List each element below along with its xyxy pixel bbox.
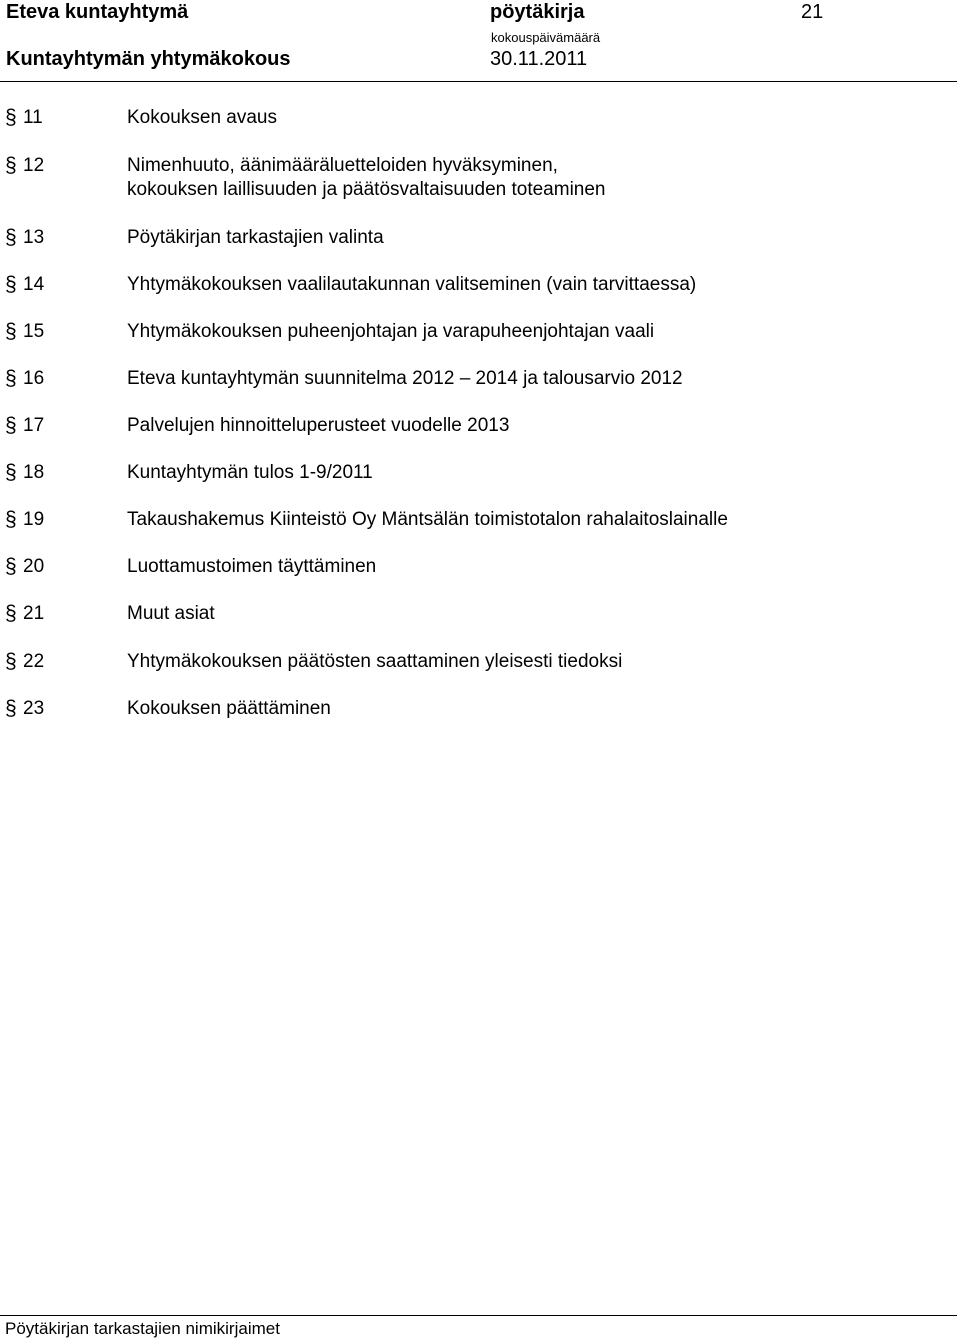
agenda-item-number: 11 xyxy=(23,107,43,128)
agenda-item-number: 20 xyxy=(23,556,45,577)
section-sign-icon: § xyxy=(5,697,17,720)
agenda-item-title: Yhtymäkokouksen vaalilautakunnan valitseminen (vain tarvittaessa) xyxy=(127,274,697,295)
agenda-item-number: 23 xyxy=(23,698,45,719)
meeting-date: 30.11.2011 xyxy=(490,48,588,70)
agenda-item-title: Kuntayhtymän tulos 1-9/2011 xyxy=(127,462,373,483)
meeting-date-label: kokouspäivämäärä xyxy=(491,30,601,45)
section-sign-icon: § xyxy=(5,106,17,129)
section-sign-icon: § xyxy=(5,273,17,296)
footer-divider xyxy=(0,1315,957,1316)
page-number: 21 xyxy=(801,1,824,23)
agenda-item-title: Takaushakemus Kiinteistö Oy Mäntsälän toimistotalon rahalaitoslainalle xyxy=(127,509,728,530)
agenda-item-title: Yhtymäkokouksen päätösten saattaminen yleisesti tiedoksi xyxy=(127,651,623,672)
agenda-item-title: Luottamustoimen täyttäminen xyxy=(127,556,377,577)
agenda-item-title: Muut asiat xyxy=(127,603,215,624)
agenda-item-number: 13 xyxy=(23,227,45,248)
agenda-item-number: 21 xyxy=(23,603,45,624)
section-sign-icon: § xyxy=(5,320,17,343)
agenda-item-number: 19 xyxy=(23,509,45,530)
section-sign-icon: § xyxy=(5,555,17,578)
signature-label: Pöytäkirjan tarkastajien nimikirjaimet xyxy=(5,1319,280,1338)
agenda-item-number: 18 xyxy=(23,462,45,483)
section-sign-icon: § xyxy=(5,508,17,531)
agenda-item-title: Eteva kuntayhtymän suunnitelma 2012 – 2014 ja talousarvio 2012 xyxy=(127,368,683,389)
document-type: pöytäkirja xyxy=(490,1,585,23)
section-sign-icon: § xyxy=(5,650,17,673)
document-header xyxy=(0,0,960,82)
agenda-item-title: Kokouksen avaus xyxy=(127,107,277,128)
section-sign-icon: § xyxy=(5,154,17,177)
section-sign-icon: § xyxy=(5,226,17,249)
agenda-item-title: Pöytäkirjan tarkastajien valinta xyxy=(127,227,384,248)
agenda-item-number: 16 xyxy=(23,368,45,389)
section-sign-icon: § xyxy=(5,602,17,625)
meeting-body: Kuntayhtymän yhtymäkokous xyxy=(6,48,291,70)
section-sign-icon: § xyxy=(5,414,17,437)
agenda-item-number: 12 xyxy=(23,155,45,176)
agenda-item-number: 22 xyxy=(23,651,45,672)
agenda-item-title: Nimenhuuto, äänimääräluetteloiden hyväksyminen, kokouksen laillisuuden ja päätösvaltaisuuden toteaminen xyxy=(127,155,606,200)
section-sign-icon: § xyxy=(5,461,17,484)
header-divider xyxy=(0,81,957,82)
agenda-item-title: Kokouksen päättäminen xyxy=(127,698,331,719)
agenda-item-number: 15 xyxy=(23,321,45,342)
agenda-item-number: 14 xyxy=(23,274,45,295)
agenda-item-title: Palvelujen hinnoitteluperusteet vuodelle 2013 xyxy=(127,415,510,436)
agenda-item-number: 17 xyxy=(23,415,45,436)
agenda-item-title: Yhtymäkokouksen puheenjohtajan ja varapuheenjohtajan vaali xyxy=(127,321,655,342)
section-sign-icon: § xyxy=(5,367,17,390)
organization-name: Eteva kuntayhtymä xyxy=(6,1,189,23)
